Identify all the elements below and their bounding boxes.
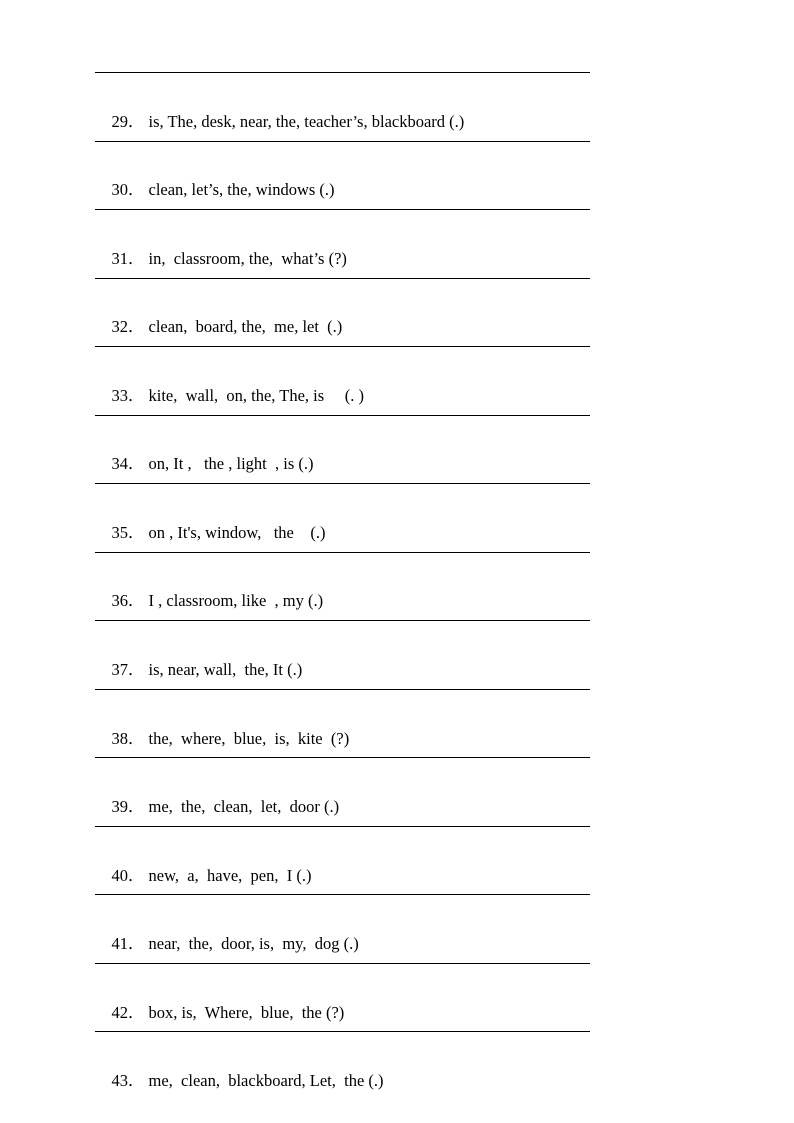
question-number: 41． [111, 934, 145, 953]
question-words: clean, board, the, me, let (.) [148, 317, 343, 336]
question-30 [95, 154, 695, 199]
answer-line-32 [95, 346, 590, 347]
question-words: clean, let’s, the, windows (.) [148, 180, 335, 199]
question-number: 31． [111, 249, 145, 268]
answer-line-30 [95, 209, 590, 210]
question-words: is, near, wall, the, It (.) [148, 660, 303, 679]
question-29 [95, 86, 695, 131]
answer-line-28 [95, 72, 590, 73]
question-36 [95, 565, 695, 610]
question-number: 43． [111, 1071, 145, 1090]
question-words: me, clean, blackboard, Let, the (.) [148, 1071, 384, 1090]
question-words: the, where, blue, is, kite (?) [148, 729, 350, 748]
question-number: 35． [111, 523, 145, 542]
answer-line-35 [95, 552, 590, 553]
question-37 [95, 634, 695, 679]
question-number: 42． [111, 1003, 145, 1022]
question-words: is, The, desk, near, the, teacher’s, blackboard (.) [148, 112, 465, 131]
question-words: near, the, door, is, my, dog (.) [148, 934, 359, 953]
question-number: 33． [111, 386, 145, 405]
question-words: in, classroom, the, what’s (?) [148, 249, 347, 268]
question-39 [95, 771, 695, 816]
answer-line-40 [95, 894, 590, 895]
question-number: 39． [111, 797, 145, 816]
question-32 [95, 291, 695, 336]
question-number: 40． [111, 866, 145, 885]
question-words: me, the, clean, let, door (.) [148, 797, 340, 816]
question-35 [95, 497, 695, 542]
question-words: I , classroom, like , my (.) [148, 591, 324, 610]
question-number: 34． [111, 454, 145, 473]
answer-line-31 [95, 278, 590, 279]
question-number: 38． [111, 729, 145, 748]
question-43 [95, 1045, 695, 1090]
question-number: 29． [111, 112, 145, 131]
question-words: box, is, Where, blue, the (?) [148, 1003, 345, 1022]
answer-line-36 [95, 620, 590, 621]
question-words: kite, wall, on, the, The, is (. ) [148, 386, 365, 405]
question-number: 36． [111, 591, 145, 610]
question-41 [95, 908, 695, 953]
answer-line-34 [95, 483, 590, 484]
answer-line-33 [95, 415, 590, 416]
question-34 [95, 428, 695, 473]
question-number: 32． [111, 317, 145, 336]
question-words: on, It , the , light , is (.) [148, 454, 314, 473]
question-38 [95, 703, 695, 748]
answer-line-37 [95, 689, 590, 690]
question-40 [95, 840, 695, 885]
question-number: 37． [111, 660, 145, 679]
answer-line-41 [95, 963, 590, 964]
question-words: new, a, have, pen, I (.) [148, 866, 312, 885]
question-42 [95, 977, 695, 1022]
question-33 [95, 360, 695, 405]
question-31 [95, 223, 695, 268]
answer-line-39 [95, 826, 590, 827]
answer-line-42 [95, 1031, 590, 1032]
question-number: 30． [111, 180, 145, 199]
answer-line-29 [95, 141, 590, 142]
answer-line-38 [95, 757, 590, 758]
question-words: on , It's, window, the (.) [148, 523, 326, 542]
